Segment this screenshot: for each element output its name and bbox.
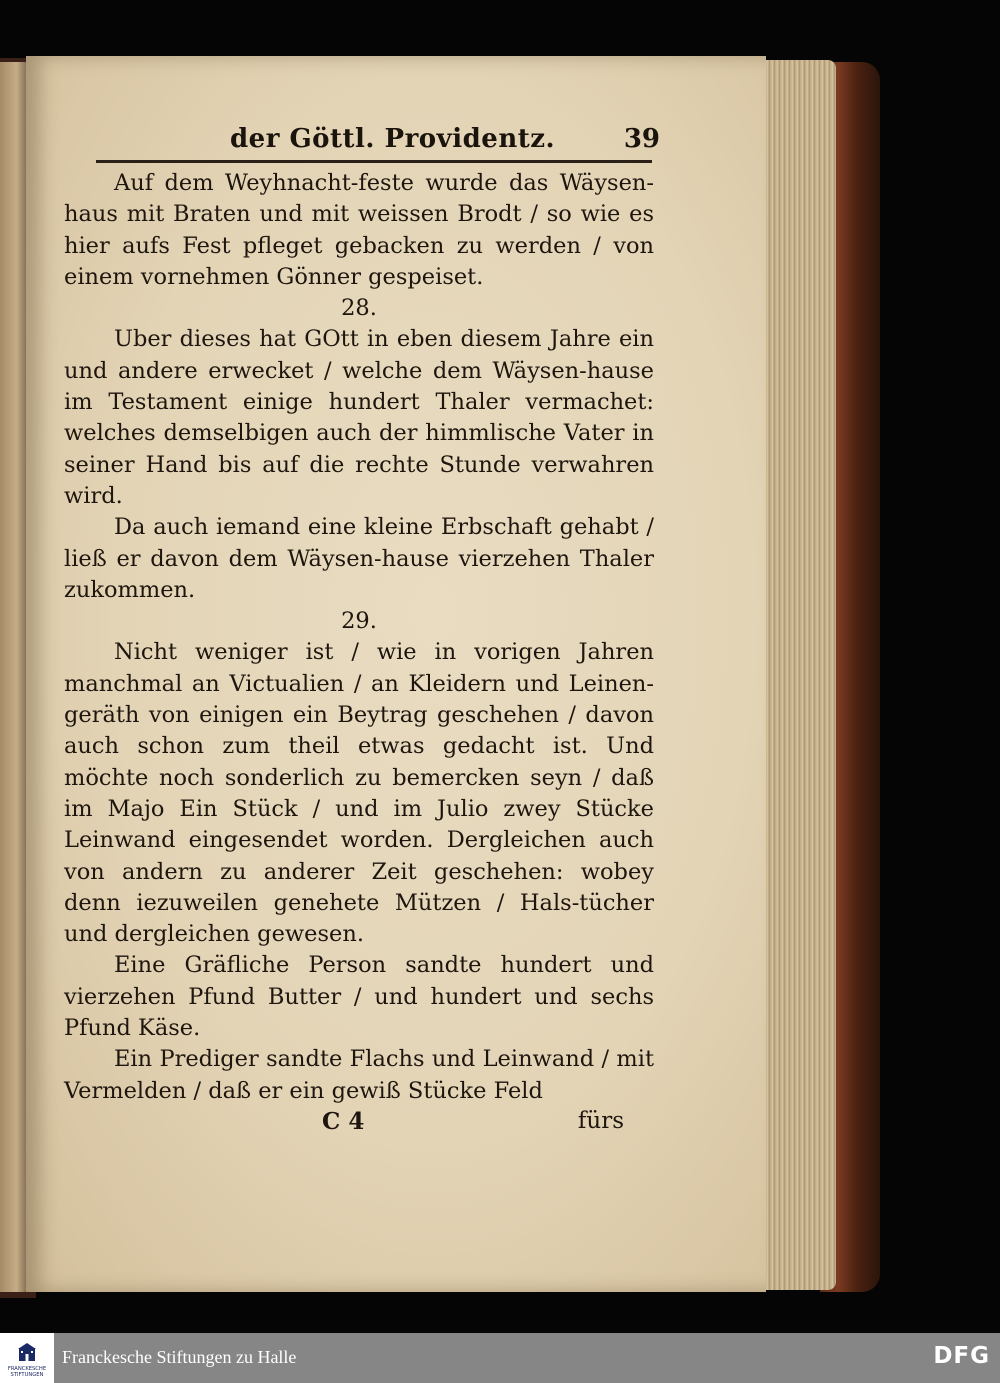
paragraph: Nicht weniger ist / wie in vorigen Jahren manchmal an Victualien / an Kleidern und Leinen-geräth von einigen ein Beytrag geschehen / davon auch schon zum theil etwas gedacht ist. Und möchte noch sonderlich zu bemercken seyn / daß im Majo Ein Stück / und im Julio zwey Stücke Leinwand eingesendet worden. Dergleichen auch von andern zu anderer Zeit geschehen: wobey denn iezuweilen genehete Mützen / Hals-tücher und dergleichen gewesen. (64, 639, 654, 948)
paragraph: Ein Prediger sandte Flachs und Leinwand / mit Vermelden / daß er ein gewiß Stücke Feld (64, 1046, 654, 1104)
paragraph: Eine Gräfliche Person sandte hundert und vierzehen Pfund Butter / und hundert und sechs Pfund Käse. (64, 952, 654, 1042)
logo-caption (0, 1366, 54, 1378)
dfg-logo[interactable]: DFG (933, 1343, 990, 1369)
paragraph: Da auch iemand eine kleine Erbschaft gehabt / ließ er davon dem Wäysen-hause vierzehen Thaler zukommen. (64, 514, 654, 603)
paragraph: Uber dieses hat GOtt in eben diesem Jahre ein und andere erwecket / welche dem Wäysen-hause im Testament einige hundert Thaler vermachet: welches demselbigen auch der himmlische Vater in seiner Hand bis auf die rechte Stunde verwahren wird. (64, 326, 654, 509)
franckesche-logo[interactable] (0, 1333, 54, 1383)
viewer-footer-bar (0, 1333, 1000, 1383)
paragraph: Auf dem Weyhnacht-feste wurde das Wäysen-haus mit Braten und mit weissen Brodt / so wie es hier aufs Fest pfleget gebacken zu werden / von einem vornehmen Gönner gespeiset. (64, 170, 654, 290)
catchword: fürs (577, 1108, 624, 1134)
page-footer (64, 1108, 624, 1140)
section-number: 28. (341, 295, 377, 322)
institution-link[interactable]: Franckesche Stiftungen zu Halle (62, 1347, 297, 1367)
signature-mark: C 4 (322, 1108, 365, 1135)
page-number: 39 (623, 124, 660, 154)
logo-caption-line: FRANCKESCHE (7, 1366, 47, 1372)
header-rule (96, 160, 652, 163)
page-header (230, 124, 660, 158)
body-text (64, 168, 654, 1107)
running-title: der Göttl. Providentz. (230, 124, 556, 154)
logo-caption-line: STIFTUNGEN (10, 1372, 44, 1378)
orphanage-building-icon (17, 1342, 37, 1362)
section-number: 29. (341, 608, 377, 635)
